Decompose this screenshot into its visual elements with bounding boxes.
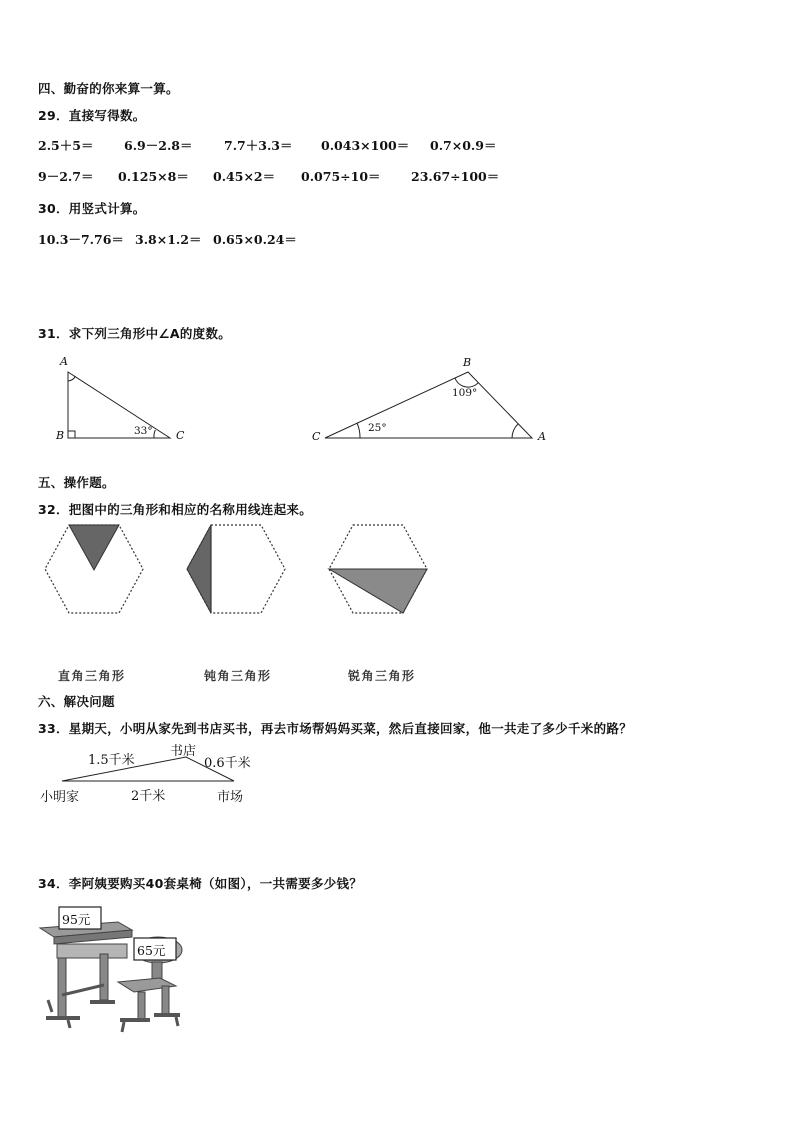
section-5-title: 五、操作题。 [38, 475, 115, 490]
q29-item-8: 0.45×2＝ [213, 169, 276, 184]
q29-item-4: 0.043×100＝ [321, 138, 410, 153]
q29-item-1: 2.5＋5＝ [38, 138, 94, 153]
tri1-vertex-c: C [176, 429, 185, 442]
tri2-vertex-a: A [538, 430, 546, 443]
question-34-title: 34．李阿姨要购买40套桌椅（如图），一共需要多少钱？ [38, 876, 363, 891]
name-acute-triangle: 锐角三角形 [348, 669, 416, 683]
q30-item-3: 0.65×0.24＝ [213, 232, 297, 247]
q29-item-9: 0.075÷10＝ [301, 169, 381, 184]
question-33-title: 33．星期天，小明从家先到书店买书，再去市场帮妈妈买菜，然后直接回家，他一共走了多少千米的路？ [38, 721, 632, 736]
home-to-market-distance: 2千米 [131, 789, 166, 804]
question-32-title: 32．把图中的三角形和相应的名称用线连起来。 [38, 502, 312, 517]
tri2-vertex-c: C [312, 430, 321, 443]
q29-item-6: 9－2.7＝ [38, 169, 94, 184]
tri1-angle-c: 33° [134, 425, 153, 437]
q29-item-3: 7.7＋3.3＝ [224, 138, 293, 153]
desk-price-tag: 95元 [62, 912, 91, 927]
market-label: 市场 [217, 790, 244, 805]
tri1-vertex-b: B [56, 429, 65, 442]
tri1-vertex-a: A [60, 355, 68, 368]
question-30-title: 30．用竖式计算。 [38, 201, 146, 216]
tri2-angle-b: 109° [452, 387, 478, 399]
q30-item-1: 10.3－7.76＝ [38, 232, 124, 247]
store-to-market-distance: 0.6千米 [204, 756, 251, 771]
tri2-vertex-b: B [463, 356, 472, 369]
q29-item-5: 0.7×0.9＝ [430, 138, 497, 153]
q29-item-7: 0.125×8＝ [118, 169, 189, 184]
home-label: 小明家 [40, 790, 80, 805]
name-right-triangle: 直角三角形 [58, 669, 126, 683]
home-to-store-distance: 1.5千米 [88, 753, 135, 768]
section-4-title: 四、勤奋的你来算一算。 [38, 81, 179, 96]
question-29-title: 29．直接写得数。 [38, 108, 146, 123]
bookstore-label: 书店 [170, 744, 197, 759]
chair-price-tag: 65元 [137, 943, 166, 958]
tri2-angle-c: 25° [368, 422, 387, 434]
q30-item-2: 3.8×1.2＝ [135, 232, 202, 247]
q29-item-10: 23.67÷100＝ [411, 169, 500, 184]
q29-item-2: 6.9－2.8＝ [124, 138, 193, 153]
section-6-title: 六、解决问题 [38, 694, 115, 709]
name-obtuse-triangle: 钝角三角形 [204, 669, 272, 683]
question-31-title: 31．求下列三角形中∠A的度数。 [38, 326, 232, 341]
